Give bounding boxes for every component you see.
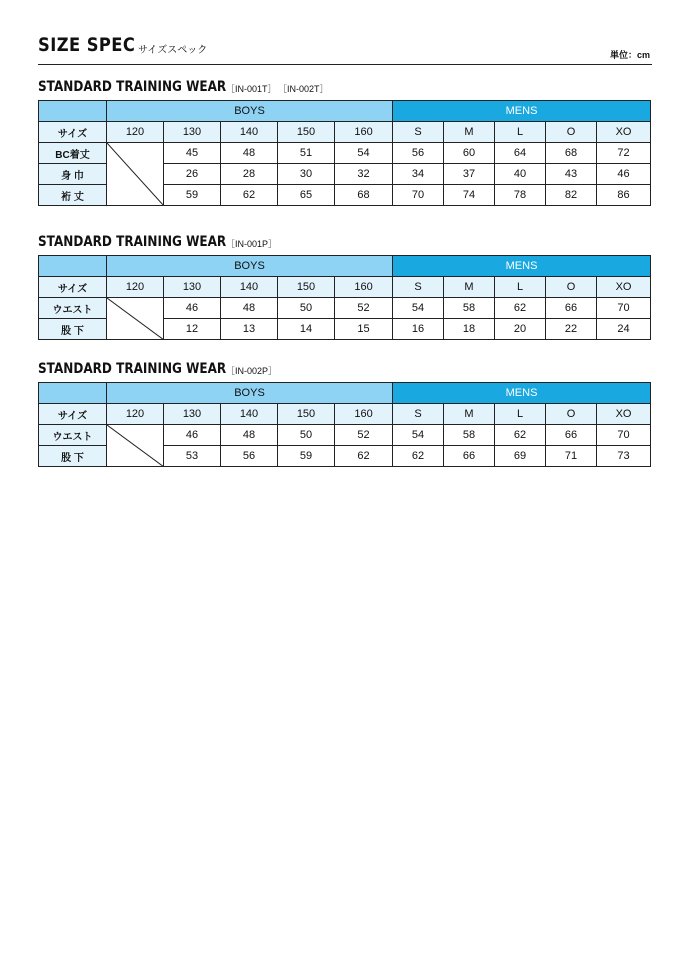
measurement-value: 45 [164, 143, 221, 164]
measurement-value: 30 [278, 164, 335, 185]
size-header-cell: 150 [278, 122, 335, 143]
size-header-cell: M [444, 122, 495, 143]
measurement-value: 70 [597, 425, 651, 446]
section-title: STANDARD TRAINING WEAR [38, 78, 227, 95]
size-header-cell: S [393, 404, 444, 425]
size-table [38, 255, 651, 340]
measurement-value: 51 [278, 143, 335, 164]
group-header-row [39, 256, 651, 277]
measurement-row [39, 298, 651, 319]
section-heading [38, 78, 650, 98]
section-title: STANDARD TRAINING WEAR [38, 360, 227, 377]
measurement-value: 68 [546, 143, 597, 164]
measurement-value: 70 [393, 185, 444, 206]
size-header-cell: 150 [278, 277, 335, 298]
size-header-cell: XO [597, 122, 651, 143]
size-header-cell: 130 [164, 277, 221, 298]
measurement-value: 69 [495, 446, 546, 467]
size-row [39, 277, 651, 298]
measurement-value: 70 [597, 298, 651, 319]
measurement-value: 18 [444, 319, 495, 340]
measurement-value: 50 [278, 298, 335, 319]
mens-group-header: MENS [393, 383, 651, 404]
not-applicable-cell [107, 143, 164, 206]
product-code: ［IN-001T］ [226, 84, 277, 94]
corner-cell [39, 101, 107, 122]
measurement-value: 48 [221, 143, 278, 164]
size-header-cell: S [393, 277, 444, 298]
measurement-value: 62 [495, 298, 546, 319]
section-title: STANDARD TRAINING WEAR [38, 233, 227, 250]
measurement-value: 71 [546, 446, 597, 467]
measurement-value: 58 [444, 425, 495, 446]
not-applicable-cell [107, 425, 164, 467]
measurement-value: 54 [335, 143, 393, 164]
group-header-row [39, 383, 651, 404]
measurement-value: 62 [495, 425, 546, 446]
diagonal-line [107, 425, 164, 467]
boys-group-header: BOYS [107, 256, 393, 277]
corner-cell [39, 256, 107, 277]
section-heading [38, 360, 650, 380]
size-header-cell: L [495, 404, 546, 425]
measurement-row [39, 425, 651, 446]
product-code: ［IN-001P］ [226, 239, 278, 249]
measurement-value: 50 [278, 425, 335, 446]
measurement-value: 48 [221, 298, 278, 319]
measurement-value: 12 [164, 319, 221, 340]
size-header-cell: S [393, 122, 444, 143]
measurement-value: 73 [597, 446, 651, 467]
measurement-label: 股 下 [39, 319, 107, 340]
size-row-label: サイズ [39, 122, 107, 143]
measurement-value: 59 [278, 446, 335, 467]
measurement-value: 24 [597, 319, 651, 340]
size-row [39, 404, 651, 425]
page-title: SIZE SPEC [38, 34, 136, 56]
size-header-cell: 160 [335, 404, 393, 425]
measurement-value: 46 [597, 164, 651, 185]
size-header-cell: 140 [221, 122, 278, 143]
measurement-value: 32 [335, 164, 393, 185]
measurement-value: 56 [393, 143, 444, 164]
measurement-value: 52 [335, 425, 393, 446]
diagonal-line [107, 143, 164, 206]
size-header-cell: 160 [335, 122, 393, 143]
measurement-value: 34 [393, 164, 444, 185]
size-header-cell: M [444, 277, 495, 298]
measurement-value: 46 [164, 425, 221, 446]
page-subtitle: サイズスペック [138, 45, 208, 56]
boys-group-header: BOYS [107, 101, 393, 122]
measurement-value: 22 [546, 319, 597, 340]
size-header-cell: O [546, 122, 597, 143]
page-header [38, 34, 652, 65]
product-code: ［IN-002T］ [282, 84, 329, 94]
measurement-value: 64 [495, 143, 546, 164]
measurement-value: 58 [444, 298, 495, 319]
boys-group-header: BOYS [107, 383, 393, 404]
measurement-label: BC着丈 [39, 143, 107, 164]
measurement-value: 66 [546, 425, 597, 446]
measurement-label: 股 下 [39, 446, 107, 467]
measurement-value: 53 [164, 446, 221, 467]
measurement-value: 60 [444, 143, 495, 164]
measurement-value: 62 [335, 446, 393, 467]
size-table-section [38, 78, 650, 206]
measurement-value: 82 [546, 185, 597, 206]
measurement-value: 20 [495, 319, 546, 340]
measurement-value: 65 [278, 185, 335, 206]
measurement-value: 62 [393, 446, 444, 467]
size-header-cell: M [444, 404, 495, 425]
diagonal-line [107, 298, 164, 340]
product-code: ［IN-002P］ [226, 366, 278, 376]
measurement-value: 14 [278, 319, 335, 340]
measurement-value: 68 [335, 185, 393, 206]
size-table [38, 382, 651, 467]
size-header-cell: 130 [164, 122, 221, 143]
size-row-label: サイズ [39, 277, 107, 298]
product-codes [226, 82, 335, 95]
measurement-label: 裄 丈 [39, 185, 107, 206]
size-table-section [38, 233, 650, 340]
size-header-cell: L [495, 122, 546, 143]
measurement-label: 身 巾 [39, 164, 107, 185]
measurement-value: 40 [495, 164, 546, 185]
measurement-value: 46 [164, 298, 221, 319]
corner-cell [39, 383, 107, 404]
unit-label: 単位：cm [609, 50, 650, 60]
size-header-cell: O [546, 277, 597, 298]
measurement-value: 72 [597, 143, 651, 164]
size-header-cell: 130 [164, 404, 221, 425]
measurement-value: 59 [164, 185, 221, 206]
measurement-label: ウエスト [39, 298, 107, 319]
group-header-row [39, 101, 651, 122]
measurement-value: 26 [164, 164, 221, 185]
size-row [39, 122, 651, 143]
product-codes [226, 237, 283, 250]
measurement-value: 56 [221, 446, 278, 467]
size-header-cell: 120 [107, 404, 164, 425]
size-header-cell: L [495, 277, 546, 298]
measurement-row [39, 143, 651, 164]
measurement-label: ウエスト [39, 425, 107, 446]
measurement-value: 43 [546, 164, 597, 185]
measurement-value: 66 [444, 446, 495, 467]
measurement-value: 48 [221, 425, 278, 446]
not-applicable-cell [107, 298, 164, 340]
measurement-value: 28 [221, 164, 278, 185]
size-table [38, 100, 651, 206]
measurement-value: 74 [444, 185, 495, 206]
measurement-value: 54 [393, 298, 444, 319]
size-header-cell: 140 [221, 404, 278, 425]
section-heading [38, 233, 650, 253]
size-header-cell: O [546, 404, 597, 425]
measurement-value: 78 [495, 185, 546, 206]
measurement-value: 16 [393, 319, 444, 340]
mens-group-header: MENS [393, 256, 651, 277]
measurement-value: 13 [221, 319, 278, 340]
product-codes [226, 364, 283, 377]
measurement-value: 54 [393, 425, 444, 446]
mens-group-header: MENS [393, 101, 651, 122]
measurement-value: 52 [335, 298, 393, 319]
measurement-value: 86 [597, 185, 651, 206]
size-header-cell: 120 [107, 277, 164, 298]
size-row-label: サイズ [39, 404, 107, 425]
size-header-cell: 160 [335, 277, 393, 298]
measurement-value: 37 [444, 164, 495, 185]
measurement-value: 66 [546, 298, 597, 319]
size-header-cell: XO [597, 404, 651, 425]
size-header-cell: 120 [107, 122, 164, 143]
size-table-section [38, 360, 650, 467]
measurement-value: 15 [335, 319, 393, 340]
size-header-cell: 150 [278, 404, 335, 425]
size-header-cell: 140 [221, 277, 278, 298]
size-header-cell: XO [597, 277, 651, 298]
measurement-value: 62 [221, 185, 278, 206]
